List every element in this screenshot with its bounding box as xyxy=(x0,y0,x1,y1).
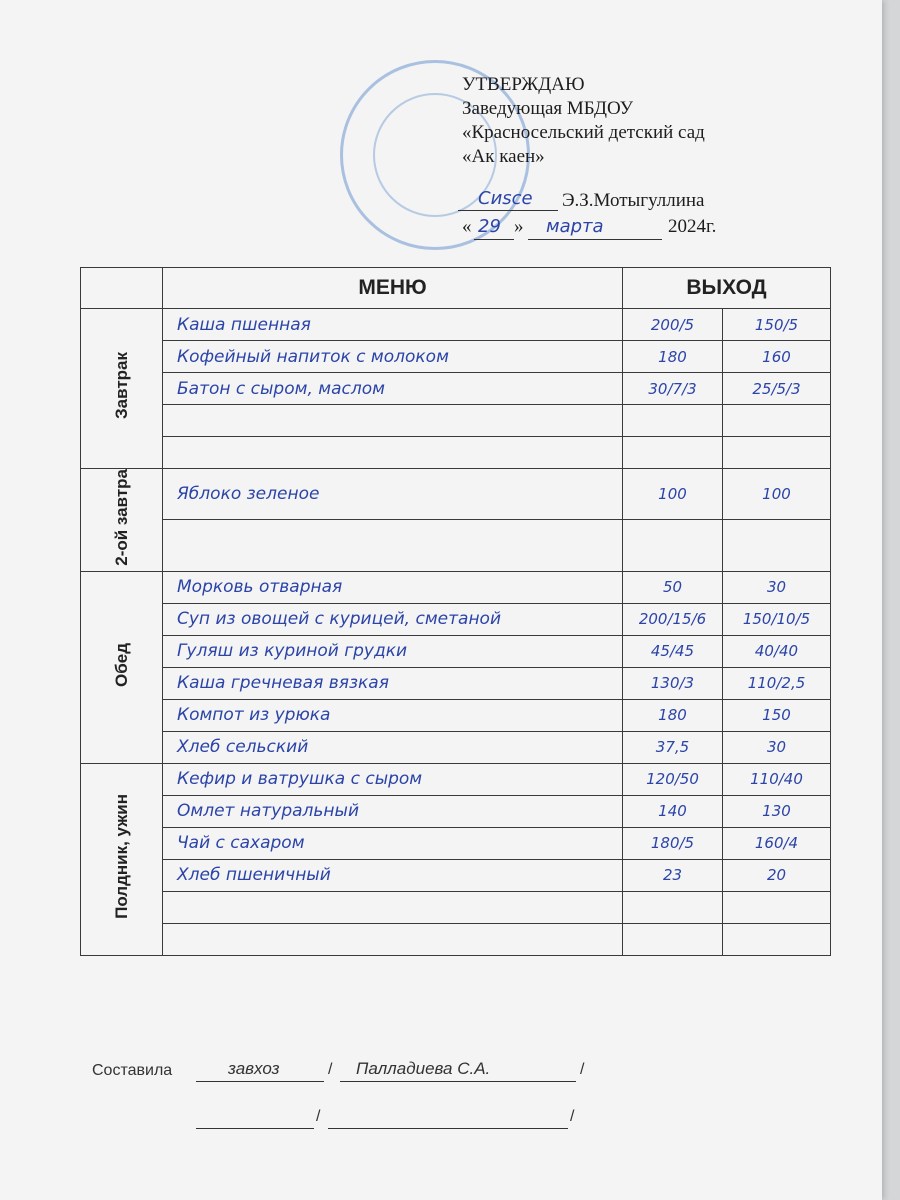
approve-position: Заведующая МБДОУ xyxy=(462,98,634,119)
dish-name: Хлеб сельский xyxy=(163,731,623,763)
day-line xyxy=(474,239,514,240)
month-line xyxy=(528,239,662,240)
portion-output: 110/40 xyxy=(723,763,831,795)
dish-name: Омлет натуральный xyxy=(163,795,623,827)
portion-output: 160 xyxy=(723,341,831,373)
table-row xyxy=(81,603,831,635)
portion-output: 20 xyxy=(723,859,831,891)
portion-output: 30 xyxy=(723,571,831,603)
portion-raw: 200/15/6 xyxy=(623,603,723,635)
portion-raw xyxy=(623,520,723,571)
meal-section-label: Обед xyxy=(111,642,131,687)
signature: Сиѕсе xyxy=(478,188,533,209)
meal-section-cell xyxy=(81,571,163,763)
dish-name: Яблоко зеленое xyxy=(163,469,623,520)
approve-org-line1: «Красносельский детский сад xyxy=(462,122,705,143)
header-corner xyxy=(81,268,163,309)
date-month: марта xyxy=(546,216,604,237)
dish-name: Гуляш из куриной грудки xyxy=(163,635,623,667)
approver-name: Э.З.Мотыгуллина xyxy=(562,190,705,211)
meal-section-label: 2-ой завтра xyxy=(111,469,131,566)
table-row xyxy=(81,309,831,341)
role-line xyxy=(196,1081,324,1082)
table-row xyxy=(81,731,831,763)
meal-section-cell xyxy=(81,469,163,572)
separator-4: / xyxy=(570,1108,575,1125)
dish-name: Чай с сахаром xyxy=(163,827,623,859)
table-row xyxy=(81,469,831,520)
table-row xyxy=(81,923,831,955)
table-row xyxy=(81,763,831,795)
dish-name: Батон с сыром, маслом xyxy=(163,373,623,405)
portion-output: 160/4 xyxy=(723,827,831,859)
portion-raw xyxy=(623,437,723,469)
date-open-quote: « xyxy=(462,216,472,237)
portion-raw: 45/45 xyxy=(623,635,723,667)
table-row xyxy=(81,520,831,571)
composed-label: Составила xyxy=(92,1062,173,1079)
portion-output xyxy=(723,520,831,571)
portion-output xyxy=(723,405,831,437)
name-line xyxy=(340,1081,576,1082)
menu-table xyxy=(80,267,831,956)
separator-2: / xyxy=(580,1061,585,1078)
composer-role: завхоз xyxy=(228,1059,280,1078)
portion-output xyxy=(723,437,831,469)
dish-name: Каша гречневая вязкая xyxy=(163,667,623,699)
portion-raw: 30/7/3 xyxy=(623,373,723,405)
portion-raw: 180/5 xyxy=(623,827,723,859)
portion-raw: 180 xyxy=(623,699,723,731)
portion-output: 40/40 xyxy=(723,635,831,667)
meal-section-cell xyxy=(81,763,163,955)
portion-output: 130 xyxy=(723,795,831,827)
portion-raw: 100 xyxy=(623,469,723,520)
portion-raw xyxy=(623,891,723,923)
portion-output: 150/10/5 xyxy=(723,603,831,635)
date-year: 2024г. xyxy=(668,216,717,237)
portion-output xyxy=(723,891,831,923)
blank-line-2 xyxy=(328,1128,568,1129)
header-menu: МЕНЮ xyxy=(163,268,623,309)
signature-line xyxy=(458,210,558,211)
approve-org-line2: «Ак каен» xyxy=(462,146,545,167)
table-row xyxy=(81,699,831,731)
dish-name: Кефир и ватрушка с сыром xyxy=(163,763,623,795)
table-row xyxy=(81,635,831,667)
dish-name xyxy=(163,405,623,437)
portion-output xyxy=(723,923,831,955)
table-row xyxy=(81,667,831,699)
meal-section-cell xyxy=(81,309,163,469)
date-day: 29 xyxy=(478,216,501,237)
table-header-row xyxy=(81,268,831,309)
meal-section-label: Завтрак xyxy=(111,352,131,420)
table-row xyxy=(81,405,831,437)
table-row xyxy=(81,373,831,405)
separator-3: / xyxy=(316,1108,321,1125)
dish-name xyxy=(163,520,623,571)
composer-name: Палладиева С.А. xyxy=(356,1059,491,1078)
dish-name xyxy=(163,437,623,469)
table-row xyxy=(81,437,831,469)
meal-section-label: Полдник, ужин xyxy=(111,794,131,920)
table-row xyxy=(81,859,831,891)
dish-name: Суп из овощей с курицей, сметаной xyxy=(163,603,623,635)
portion-raw: 180 xyxy=(623,341,723,373)
portion-output: 100 xyxy=(723,469,831,520)
portion-output: 30 xyxy=(723,731,831,763)
portion-output: 25/5/3 xyxy=(723,373,831,405)
date-close-quote: » xyxy=(514,216,524,237)
table-row xyxy=(81,571,831,603)
dish-name xyxy=(163,891,623,923)
menu-body xyxy=(81,309,831,956)
portion-raw: 130/3 xyxy=(623,667,723,699)
portion-output: 110/2,5 xyxy=(723,667,831,699)
portion-raw: 200/5 xyxy=(623,309,723,341)
portion-raw: 23 xyxy=(623,859,723,891)
dish-name xyxy=(163,923,623,955)
table-row xyxy=(81,341,831,373)
portion-raw: 120/50 xyxy=(623,763,723,795)
dish-name: Кофейный напиток с молоком xyxy=(163,341,623,373)
portion-output: 150 xyxy=(723,699,831,731)
table-row xyxy=(81,891,831,923)
blank-line-1 xyxy=(196,1128,314,1129)
approve-heading: УТВЕРЖДАЮ xyxy=(462,74,585,95)
portion-raw xyxy=(623,923,723,955)
dish-name: Каша пшенная xyxy=(163,309,623,341)
header-output: ВЫХОД xyxy=(623,268,831,309)
separator-1: / xyxy=(328,1061,333,1078)
dish-name: Компот из урюка xyxy=(163,699,623,731)
table-row xyxy=(81,795,831,827)
dish-name: Морковь отварная xyxy=(163,571,623,603)
portion-raw: 140 xyxy=(623,795,723,827)
dish-name: Хлеб пшеничный xyxy=(163,859,623,891)
portion-output: 150/5 xyxy=(723,309,831,341)
table-row xyxy=(81,827,831,859)
portion-raw xyxy=(623,405,723,437)
portion-raw: 37,5 xyxy=(623,731,723,763)
portion-raw: 50 xyxy=(623,571,723,603)
